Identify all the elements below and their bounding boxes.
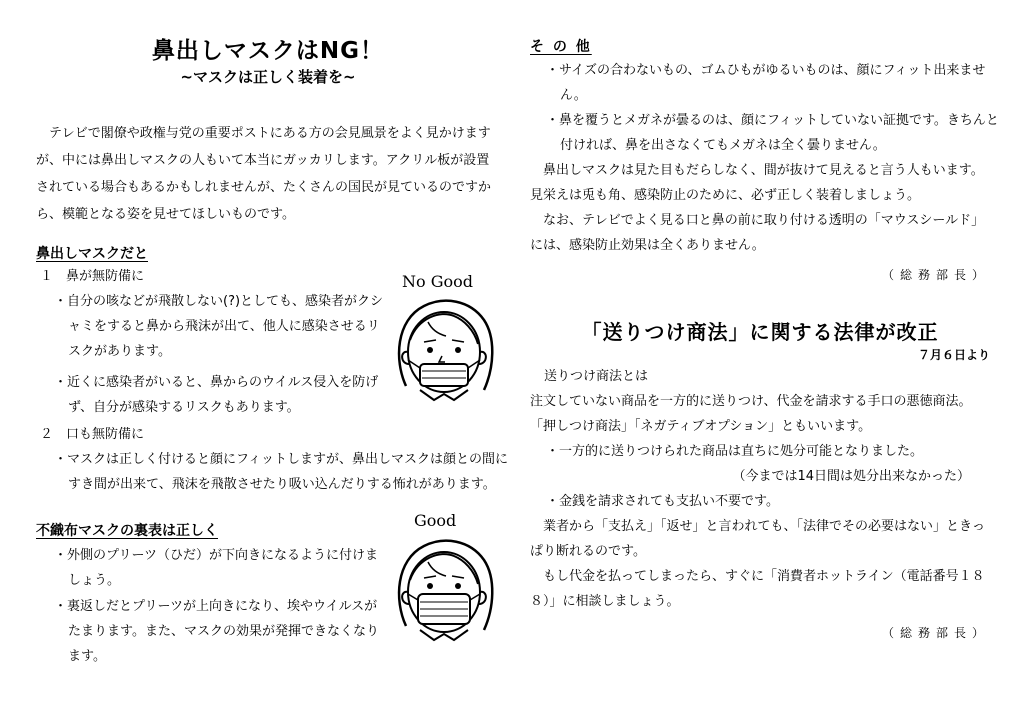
bullet-sneeze-risk: ・自分の咳などが飛散しない(?)としても、感染者がクシャミをすると鼻から飛沫が出て、他人に感染させるリスクがあります。 xyxy=(54,294,384,359)
bullet-dispose-goods: ・一方的に送りつけられた商品は直ちに処分可能となりました。 xyxy=(546,444,924,459)
paragraph-mouth-shield: なお、テレビでよく見る口と鼻の前に取り付ける透明の「マウスシールド」には、感染防止効果は全くありません。 xyxy=(530,213,985,253)
section-heading-other: そ の 他 xyxy=(530,39,592,55)
bullet-size-fit: ・サイズの合わないもの、ゴムひもがゆるいものは、顔にフィット出来ません。 xyxy=(546,63,986,103)
page-subtitle: ~マスクは正しく装着を~ xyxy=(180,68,356,86)
law-definition-paragraph: 注文していない商品を一方的に送りつけ、代金を請求する手口の悪徳商法。「押しつけ商法」「ネガティブオプション」ともいいます。 xyxy=(530,394,972,434)
note-14-days: （今までは14日間は処分出来なかった） xyxy=(732,469,970,484)
section-heading-nose-out: 鼻出しマスクだと xyxy=(36,246,148,262)
point-mouth-unprotected: ２ 口も無防備に xyxy=(40,427,145,442)
no-good-label: No Good xyxy=(402,272,474,291)
department-signature-2: （総務部長） xyxy=(881,626,990,640)
nose-out-mask-face-illustration xyxy=(384,290,504,408)
paragraph-refuse: 業者から「支払え」「返せ」と言われても、「法律でその必要はない」ときっぱり断れるのです。 xyxy=(530,519,986,559)
correct-mask-face-illustration xyxy=(384,530,504,648)
department-signature-1: （総務部長） xyxy=(881,268,990,282)
point-nose-unprotected: １ 鼻が無防備に xyxy=(40,269,145,284)
page-title: 鼻出しマスクはNG！ xyxy=(151,38,385,64)
paragraph-hotline: もし代金を払ってしまったら、すぐに「消費者ホットライン（電話番号１８８）」に相談しましょう。 xyxy=(530,569,985,609)
bullet-gap-risk: ・マスクは正しく付けると顔にフィットしますが、鼻出しマスクは顔との間にすき間が出来て、飛沫を飛散させたり吸い込んだりする怖れがあります。 xyxy=(54,452,508,492)
section-heading-mask-side: 不織布マスクの裏表は正しく xyxy=(36,523,218,539)
bullet-pleats-down: ・外側のプリーツ（ひだ）が下向きになるように付けましょう。 xyxy=(54,548,378,588)
law-section-title: 「送りつけ商法」に関する法律が改正 xyxy=(581,320,939,344)
bullet-glasses-fog: ・鼻を覆うとメガネが曇るのは、顔にフィットしていない証拠です。きちんと付ければ、鼻を出さなくてもメガネは全く曇りません。 xyxy=(546,113,999,153)
intro-paragraph: テレビで閣僚や政権与党の重要ポストにある方の会見風景をよく見かけますが、中には鼻出しマスクの人もいて本当にガッカリします。アクリル板が設置されている場合もあるかもしれませんが、たくさんの国民が見ているのですから、模範となる姿を見せてほしいものです。 xyxy=(36,126,492,222)
law-effective-date: ７月６日より xyxy=(917,348,990,362)
bullet-pleats-up: ・裏返しだとプリーツが上向きになり、埃やウイルスがたまります。また、マスクの効果が発揮できなくなります。 xyxy=(54,599,379,664)
bullet-no-payment: ・金銭を請求されても支払い不要です。 xyxy=(546,494,779,509)
law-definition-label: 送りつけ商法とは xyxy=(544,369,649,384)
bullet-infection-risk: ・近くに感染者がいると、鼻からのウイルス侵入を防げず、自分が感染するリスクもあります。 xyxy=(54,375,379,415)
good-label: Good xyxy=(414,511,457,530)
paragraph-appearance: 鼻出しマスクは見た目もだらしなく、間が抜けて見えると言う人もいます。見栄えは兎も角、感染防止のために、必ず正しく装着しましょう。 xyxy=(530,163,984,203)
